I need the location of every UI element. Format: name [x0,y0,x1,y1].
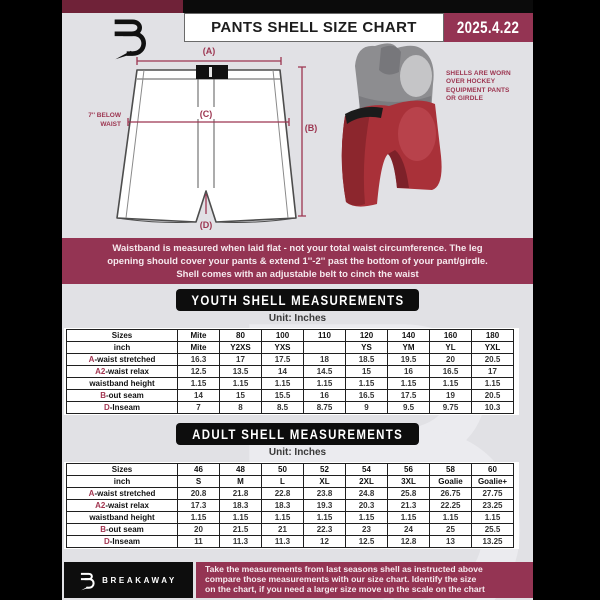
size-cell: 1.15 [178,512,220,524]
footer-line: Take the measurements from last seasons shell as instructed above [205,564,483,575]
size-cell: 22.3 [304,524,346,536]
size-cell: 11.3 [262,536,304,548]
size-cell: 20 [430,354,472,366]
size-cell: 54 [346,464,388,476]
size-cell: 15.5 [262,390,304,402]
size-cell: 20.8 [178,488,220,500]
size-cell: 18 [304,354,346,366]
size-cell: 7 [178,402,220,414]
size-cell: 60 [472,464,514,476]
size-cell: 13 [430,536,472,548]
size-cell: YM [388,342,430,354]
waist-note-line1: 7'' BELOW [88,112,121,119]
size-cell: 9.5 [388,402,430,414]
top-strip-black [183,0,533,13]
table-row [67,354,514,366]
size-cell: 1.15 [388,512,430,524]
size-cell: 1.15 [178,378,220,390]
page-title: PANTS SHELL SIZE CHART [211,19,417,36]
youth-section-banner [176,289,419,311]
size-cell: YXS [262,342,304,354]
size-cell: 19.5 [388,354,430,366]
size-cell: 24.8 [346,488,388,500]
size-cell: 52 [304,464,346,476]
size-cell: 17 [472,366,514,378]
footer-instructions [196,562,533,598]
size-cell: 1.15 [472,512,514,524]
band-line: Waistband is measured when laid flat - not your total waist circumference. The leg [112,242,483,254]
row-label: waistband height [67,378,178,390]
size-cell [304,342,346,354]
size-cell: 17 [220,354,262,366]
size-cell: 120 [346,330,388,342]
size-cell: 18.3 [220,500,262,512]
row-label: A-waist stretched [67,354,178,366]
size-cell: 17.3 [178,500,220,512]
row-label: A2-waist relax [67,500,178,512]
size-cell: 8.75 [304,402,346,414]
photo-note [446,70,530,104]
size-cell: 180 [472,330,514,342]
size-cell: 12.8 [388,536,430,548]
size-cell: 8 [220,402,262,414]
row-label: D-Inseam [67,536,178,548]
table-row [67,524,514,536]
dim-label-c: (C) [199,109,213,119]
date-text: 2025.4.22 [457,17,520,37]
size-cell: 14 [262,366,304,378]
footer-line: compare those measurements with our size chart. Identify the size [205,574,477,585]
row-label: Sizes [67,330,178,342]
size-cell: 20 [178,524,220,536]
size-cell: 2XL [346,476,388,488]
size-cell: 14 [178,390,220,402]
size-cell: 48 [220,464,262,476]
size-cell: 140 [388,330,430,342]
size-cell: 19.3 [304,500,346,512]
size-cell: 1.15 [388,378,430,390]
size-cell: 11.3 [220,536,262,548]
table-row [67,536,514,548]
size-cell: 1.15 [262,378,304,390]
adult-section-banner [176,423,419,445]
footer-brand-box [64,562,193,598]
row-label: A2-waist relax [67,366,178,378]
table-row [67,378,514,390]
table-row [67,488,514,500]
size-cell: 100 [262,330,304,342]
adult-size-table [66,463,514,548]
adult-unit-label: Unit: Inches [268,447,327,458]
size-cell: 18.5 [346,354,388,366]
row-label: A-waist stretched [67,488,178,500]
size-cell: 25.8 [388,488,430,500]
table-row [67,512,514,524]
size-cell: YL [430,342,472,354]
size-cell: 12.5 [178,366,220,378]
row-label: waistband height [67,512,178,524]
size-cell: 160 [430,330,472,342]
footer-line: on the chart, if you need a larger size move up the scale on the chart [205,583,485,594]
photo-note-line: OVER HOCKEY [446,78,496,86]
size-cell: 27.75 [472,488,514,500]
size-cell: 1.15 [346,378,388,390]
size-cell: 10.3 [472,402,514,414]
size-cell: 16 [388,366,430,378]
table-row [67,402,514,414]
size-cell: Y2XS [220,342,262,354]
size-cell: 3XL [388,476,430,488]
size-cell: M [220,476,262,488]
size-cell: L [262,476,304,488]
table-row [67,464,514,476]
breakaway-footer-logo-icon [80,570,97,591]
size-cell: YXL [472,342,514,354]
size-cell: 15 [220,390,262,402]
shell-product-photo [337,38,449,220]
size-cell: 1.15 [304,378,346,390]
table-row [67,390,514,402]
table-row [67,500,514,512]
size-cell: Mite [178,330,220,342]
size-cell: 15 [346,366,388,378]
waist-note-line2: WAIST [100,121,121,128]
adult-banner-text: ADULT SHELL MEASUREMENTS [192,426,403,442]
band-line: Shell comes with an adjustable belt to cinch the waist [176,268,419,280]
row-label: B-out seam [67,390,178,402]
dim-label-a: (A) [202,46,216,56]
table-row [67,330,514,342]
size-cell: 14.5 [304,366,346,378]
size-cell: S [178,476,220,488]
size-cell: 13.25 [472,536,514,548]
size-cell: 26.75 [430,488,472,500]
size-cell: 8.5 [262,402,304,414]
size-cell: 23.8 [304,488,346,500]
table-row [67,366,514,378]
size-cell: 20.5 [472,390,514,402]
size-cell: 12.5 [346,536,388,548]
row-label: B-out seam [67,524,178,536]
size-cell: 23 [346,524,388,536]
size-cell: 16 [304,390,346,402]
adult-table-panel [64,462,519,549]
size-cell: 1.15 [430,378,472,390]
brand-name: BREAKAWAY [102,575,177,585]
size-cell: 1.15 [220,512,262,524]
band-line: opening should cover your pants & extend 1''-2'' past the bottom of your pant/girdle. [107,255,488,267]
row-label: D-Inseam [67,402,178,414]
size-cell: 13.5 [220,366,262,378]
row-label: Sizes [67,464,178,476]
photo-note-line: SHELLS ARE WORN [446,70,511,77]
size-cell: 46 [178,464,220,476]
youth-size-table [66,329,514,414]
size-cell: 22.25 [430,500,472,512]
size-cell: 22.8 [262,488,304,500]
document-canvas [62,0,533,600]
size-cell: 1.15 [262,512,304,524]
dim-label-b: (B) [304,123,318,133]
dim-label-d: (D) [199,220,213,230]
size-cell: Mite [178,342,220,354]
size-cell: 16.3 [178,354,220,366]
size-cell: 1.15 [346,512,388,524]
size-cell: 18.3 [262,500,304,512]
size-cell: 80 [220,330,262,342]
size-cell: 9.75 [430,402,472,414]
size-cell: 12 [304,536,346,548]
size-cell: 25 [430,524,472,536]
size-cell: Goalie+ [472,476,514,488]
size-cell: 11 [178,536,220,548]
size-cell: 17.5 [262,354,304,366]
photo-note-line: OR GIRDLE [446,95,484,103]
size-cell: 25.5 [472,524,514,536]
size-cell: 21 [262,524,304,536]
size-cell: 1.15 [220,378,262,390]
size-cell: 20.3 [346,500,388,512]
size-cell: 23.25 [472,500,514,512]
table-row [67,342,514,354]
size-cell: 58 [430,464,472,476]
size-cell: YS [346,342,388,354]
pants-measurement-diagram [75,44,320,236]
size-cell: 17.5 [388,390,430,402]
size-cell: 1.15 [304,512,346,524]
size-cell: 21.8 [220,488,262,500]
size-cell: 20.5 [472,354,514,366]
size-cell: 16.5 [346,390,388,402]
size-cell: 56 [388,464,430,476]
photo-note-line: EQUIPMENT PANTS [446,86,510,94]
row-label: inch [67,476,178,488]
size-cell: 1.15 [472,378,514,390]
date-badge [444,13,533,42]
size-cell: 24 [388,524,430,536]
youth-unit-label: Unit: Inches [268,313,327,324]
size-cell: 21.5 [220,524,262,536]
table-row [67,476,514,488]
waistband-instruction-band [62,238,533,284]
youth-banner-text: YOUTH SHELL MEASUREMENTS [190,292,405,308]
size-cell: 50 [262,464,304,476]
size-cell: XL [304,476,346,488]
row-label: inch [67,342,178,354]
youth-table-panel [64,328,519,415]
size-cell: Goalie [430,476,472,488]
size-cell: 1.15 [430,512,472,524]
size-cell: 16.5 [430,366,472,378]
size-cell: 19 [430,390,472,402]
top-strip-maroon [62,0,183,13]
size-cell: 110 [304,330,346,342]
size-cell: 9 [346,402,388,414]
size-cell: 21.3 [388,500,430,512]
